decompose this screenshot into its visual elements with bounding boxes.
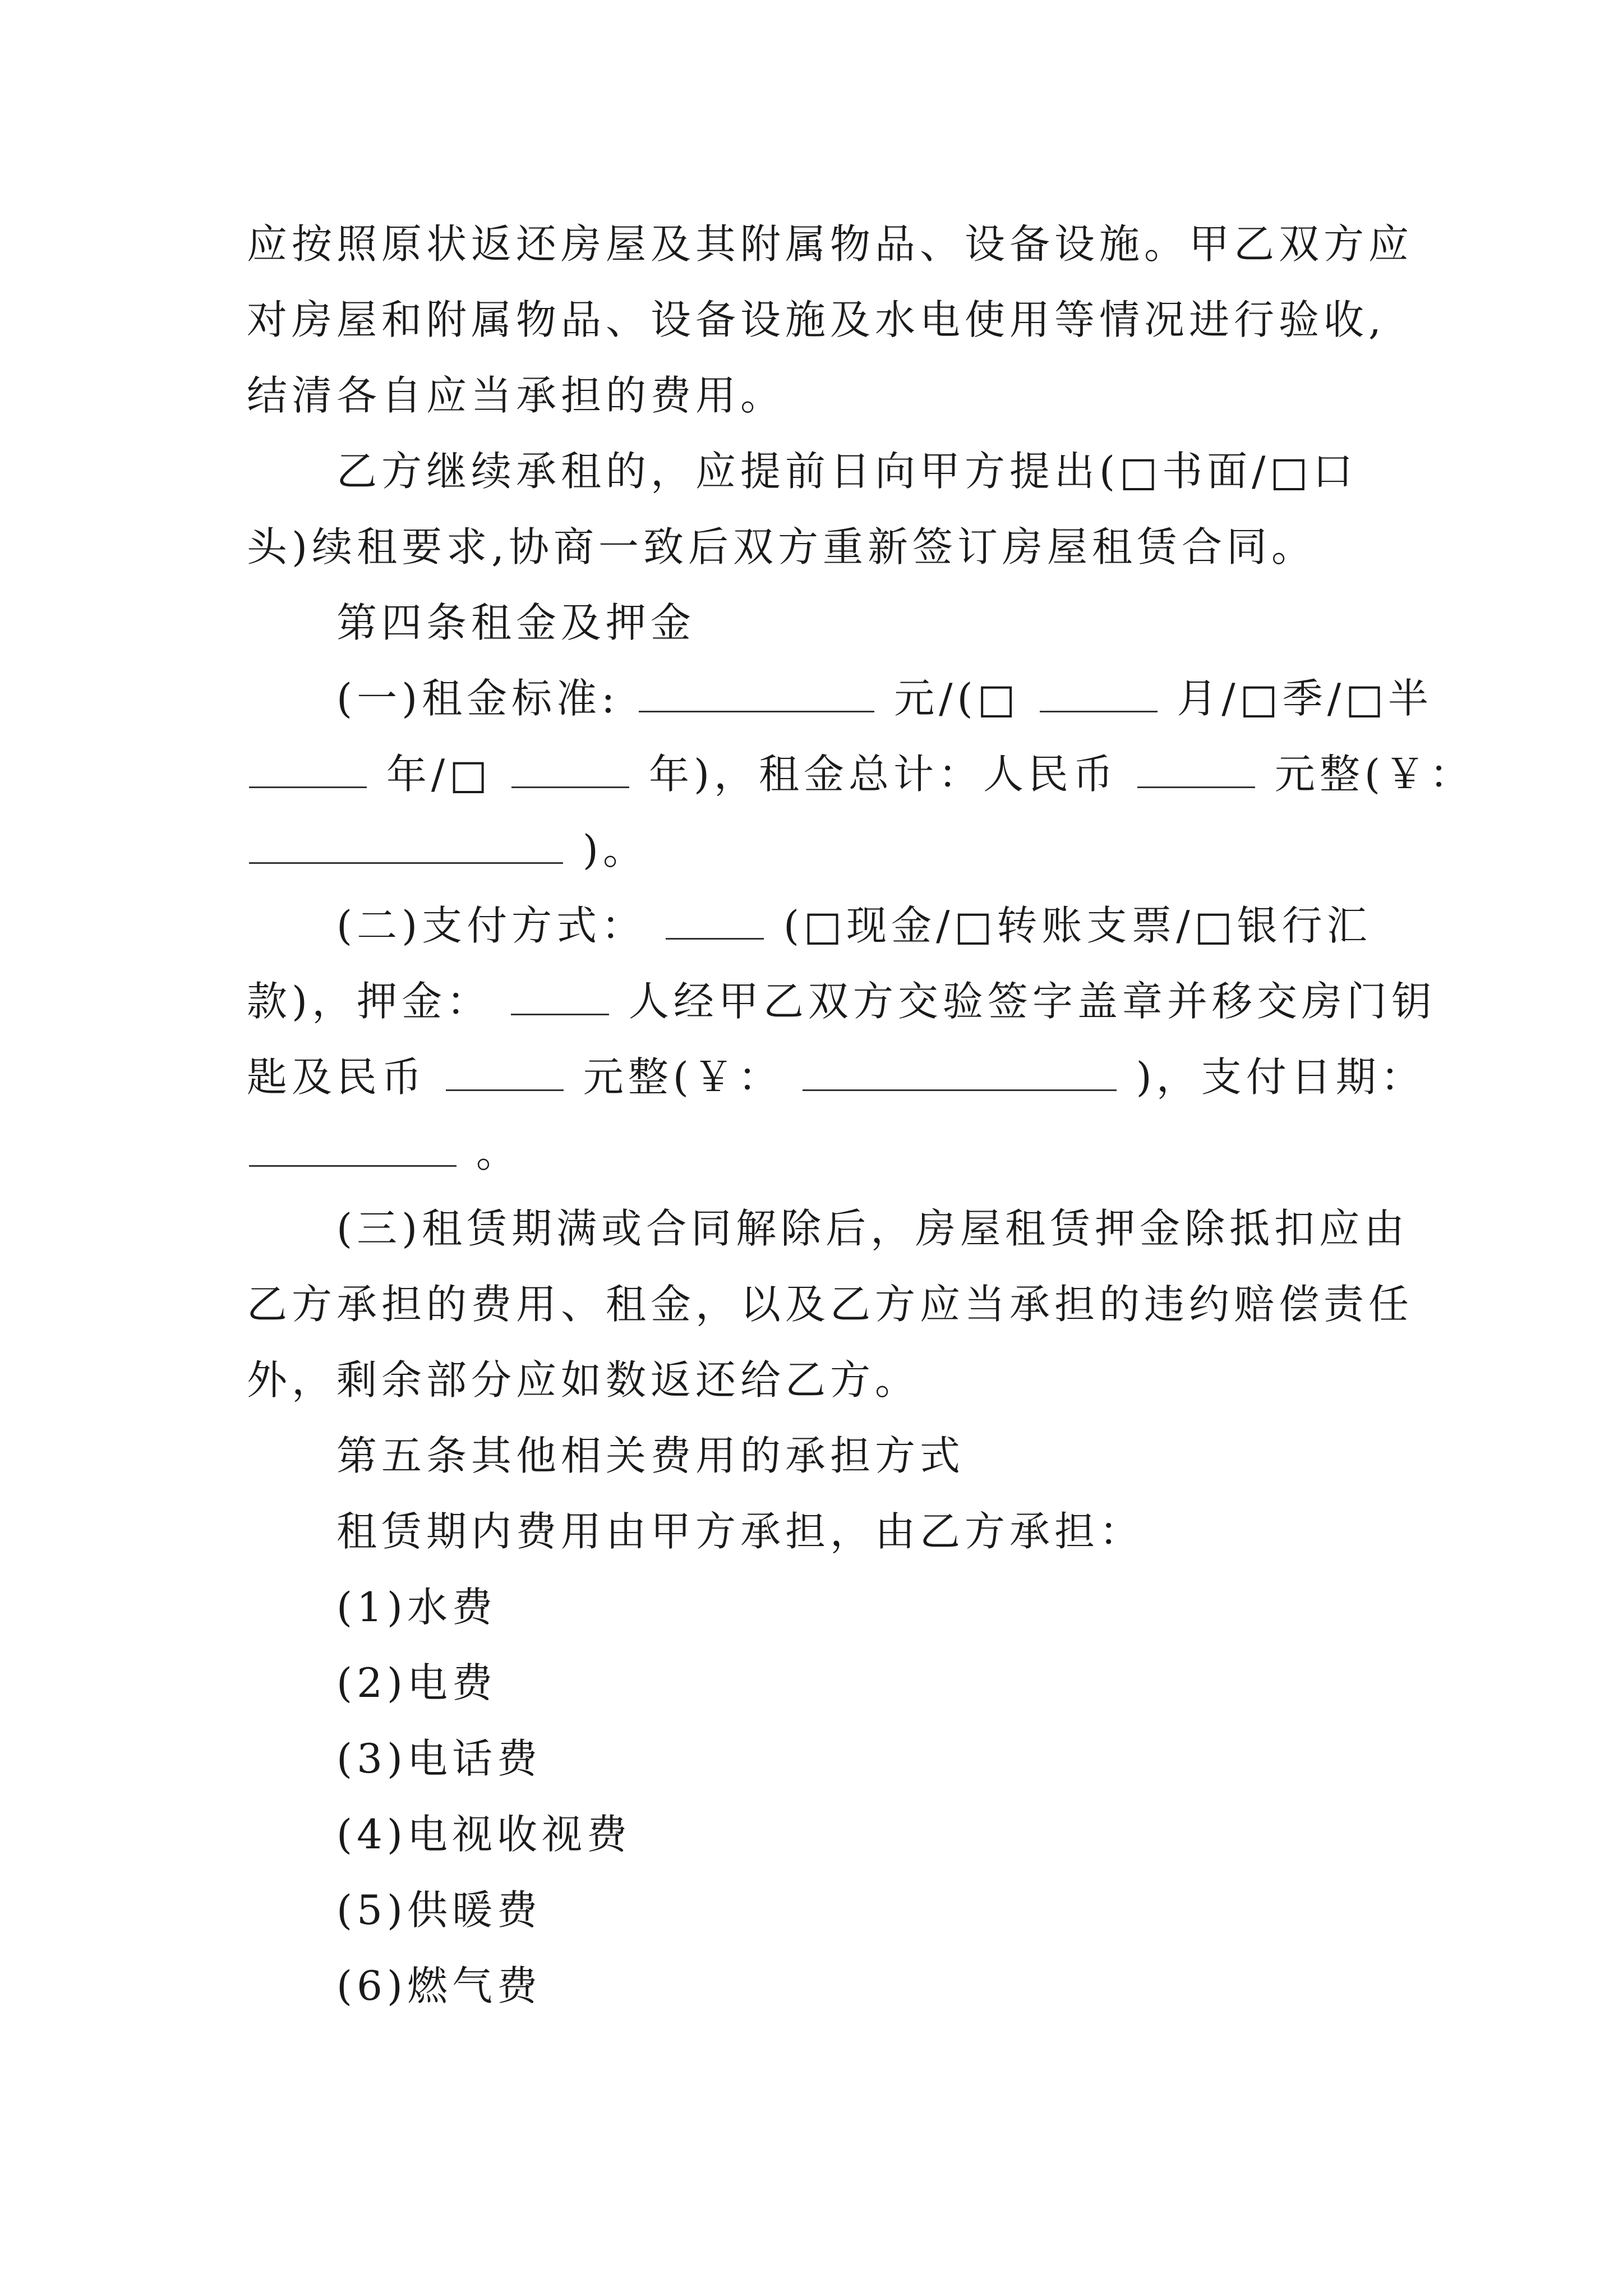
text: 。 bbox=[476, 1129, 521, 1176]
list-item bbox=[336, 1806, 631, 1862]
text: 人经甲乙双方交验签字盖章并移交房门钥 bbox=[628, 978, 1436, 1025]
paragraph-line bbox=[336, 443, 1357, 499]
paragraph-line bbox=[247, 1276, 1413, 1332]
fill-in-blank[interactable] bbox=[249, 825, 563, 864]
paragraph-line bbox=[247, 973, 1436, 1029]
fill-in-blank[interactable] bbox=[1040, 674, 1158, 712]
paragraph-line bbox=[247, 292, 1386, 348]
paragraph-line bbox=[336, 1200, 1409, 1257]
list-item bbox=[336, 1731, 542, 1787]
text: 头)续租要求,协商一致后双方重新签订房屋租赁合同。 bbox=[247, 523, 1316, 570]
list-item bbox=[336, 1655, 497, 1711]
text: 年/□ bbox=[386, 751, 492, 798]
list-item-text: (6)燃气费 bbox=[336, 1962, 542, 2009]
heading-text: 第四条租金及押金 bbox=[336, 599, 696, 646]
section-heading bbox=[336, 1428, 965, 1484]
section-heading bbox=[336, 595, 695, 651]
paragraph-line bbox=[247, 216, 1413, 272]
list-item-text: (5)供暖费 bbox=[336, 1887, 542, 1934]
list-item bbox=[336, 1579, 497, 1635]
text: 应按照原状返还房屋及其附属物品、设备设施。甲乙双方应 bbox=[247, 220, 1414, 268]
text: 款)，押金： bbox=[247, 978, 492, 1025]
fill-in-blank[interactable] bbox=[803, 1052, 1117, 1091]
fill-in-blank[interactable] bbox=[639, 674, 874, 712]
text: 年)，租金总计：人民币 bbox=[648, 751, 1118, 798]
paragraph-line bbox=[247, 1125, 521, 1181]
list-item-text: (4)电视收视费 bbox=[336, 1811, 631, 1858]
fill-in-blank[interactable] bbox=[249, 749, 367, 788]
text: (二)支付方式： bbox=[336, 902, 647, 949]
fill-in-blank[interactable] bbox=[511, 749, 629, 788]
paragraph-line bbox=[336, 898, 1372, 954]
heading-text: 第五条其他相关费用的承担方式 bbox=[336, 1432, 965, 1479]
text: 匙及民币 bbox=[247, 1053, 427, 1101]
list-item bbox=[336, 1958, 542, 2014]
fill-in-blank[interactable] bbox=[446, 1052, 564, 1091]
text: 月/□季/□半 bbox=[1177, 675, 1433, 722]
text: (一)租金标准: bbox=[336, 675, 620, 722]
text: (□现金/□转账支票/□银行汇 bbox=[783, 902, 1372, 949]
fill-in-blank[interactable] bbox=[666, 901, 764, 940]
list-item-text: (3)电话费 bbox=[336, 1735, 542, 1782]
text: 元整(￥： bbox=[583, 1053, 783, 1101]
text: 乙方承担的费用、租金，以及乙方应当承担的违约赔偿责任 bbox=[247, 1281, 1414, 1328]
fill-in-blank[interactable] bbox=[1137, 749, 1255, 788]
text: 外，剩余部分应如数返还给乙方。 bbox=[247, 1356, 920, 1404]
text: 结清各自应当承担的费用。 bbox=[247, 372, 786, 419]
paragraph-line bbox=[336, 670, 1433, 726]
paragraph-line bbox=[247, 1352, 920, 1408]
paragraph-line bbox=[247, 519, 1316, 575]
fill-in-blank[interactable] bbox=[511, 977, 609, 1015]
paragraph-line bbox=[247, 746, 1474, 802]
paragraph-line bbox=[247, 367, 785, 424]
text: 元/(□ bbox=[894, 675, 1020, 722]
text: 乙方继续承租的，应提前日向甲方提出(□书面/□口 bbox=[336, 448, 1358, 495]
text: 元整(￥： bbox=[1274, 751, 1474, 798]
paragraph-line bbox=[247, 1049, 1426, 1105]
list-item-text: (2)电费 bbox=[336, 1659, 497, 1706]
list-item-text: (1)水费 bbox=[336, 1584, 497, 1631]
list-item bbox=[336, 1882, 542, 1938]
paragraph-line bbox=[336, 1503, 1144, 1559]
text: 租赁期内费用由甲方承担，由乙方承担： bbox=[336, 1508, 1145, 1555]
paragraph-line bbox=[247, 822, 648, 878]
text: )，支付日期： bbox=[1136, 1053, 1426, 1101]
text: 对房屋和附属物品、设备设施及水电使用等情况进行验收, bbox=[247, 296, 1386, 343]
text: )。 bbox=[582, 826, 648, 873]
fill-in-blank[interactable] bbox=[249, 1128, 457, 1167]
text: (三)租赁期满或合同解除后，房屋租赁押金除抵扣应由 bbox=[336, 1205, 1409, 1252]
